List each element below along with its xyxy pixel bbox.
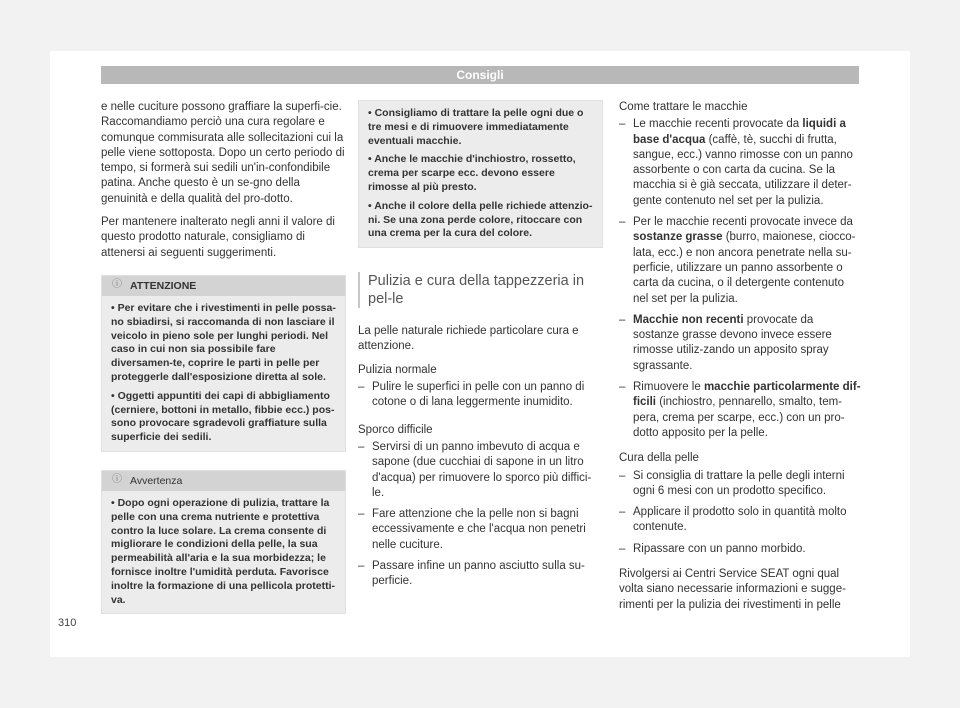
page-number: 310: [58, 617, 77, 629]
tip-item: • Anche le macchie d'inchiostro, rossetto, crema per scarpe ecc. devono essere rimosse al più presto.: [368, 153, 576, 193]
warning-item: • Oggetti appuntiti dei capi di abbigliamento (cerniere, bottoni in metallo, fibbie ecc.) pos-sono provocare sgradevoli graffiature sulla superficie dei sedili.: [111, 389, 335, 444]
tip-item: • Anche il colore della pelle richiede attenzio-ni. Se una zona perde colore, ritoccare con una crema per la cura del colore.: [368, 199, 593, 240]
note-header: [102, 471, 345, 491]
warning-icon: ⓘ: [112, 278, 122, 290]
tip-item: • Consigliamo di trattare la pelle ogni due o tre mesi e di rimuovere immediatamente eventuali macchie.: [368, 107, 584, 147]
column-1: [101, 100, 346, 614]
list-item: – Fare attenzione che la pelle non si bagni eccessivamente e che l'acqua non penetri nelle cuciture.: [358, 508, 586, 551]
list-item: – Pulire le superfici in pelle con un panno di cotone o di lana leggermente inumidito.: [358, 381, 585, 409]
note-title: Avvertenza: [130, 474, 183, 487]
list-item: – Le macchie recenti provocate da liquidi a base d'acqua (caffè, tè, succhi di frutta, sangue, ecc.) vanno rimosse con un panno assorbente o con carta da cucina. Se la macchia si è già seccata, utilizzare il deter-gente contenuto nel set per la pulizia.: [619, 118, 853, 207]
subheading-care: Cura della pelle: [619, 452, 699, 465]
closing-paragraph: Rivolgersi ai Centri Service SEAT ogni qual volta siano necessarie informazioni e sugge-rimenti per la pulizia dei rivestimenti in pelle: [619, 568, 846, 611]
intro-paragraph: La pelle naturale richiede particolare cura e attenzione.: [358, 325, 579, 353]
list-item: – Si consiglia di trattare la pelle degli interni ogni 6 mesi con un prodotto specifico.: [619, 469, 845, 497]
list-item: – Per le macchie recenti provocate invece da sostanze grasse (burro, maionese, ciocco-lata, ecc.) e non ancora penetrate nella su-perficie, utilizzare un panno assorbente o carta da cucina, o il detergente contenuto nel set per la pulizia.: [619, 216, 856, 305]
warning-title: ATTENZIONE: [130, 279, 197, 292]
note-box: [101, 470, 346, 614]
subheading-stains: Come trattare le macchie: [619, 101, 748, 113]
list-item: – Macchie non recenti provocate da sostanze grasse devono invece essere rimosse utiliz-zando un apposito spray sgrassante.: [619, 313, 832, 372]
note-item: • Dopo ogni operazione di pulizia, trattare la pelle con una crema nutriente e protettiva contro la luce solare. La crema consente di migliorare le condizioni della pelle, la sua permeabilità all'aria e la sua morbidezza; le fornisce inoltre l'umidità perduta. Favorisce inoltre la formazione di una pellicola protetti-va.: [111, 496, 336, 606]
list-item: – Passare infine un panno asciutto sulla su-perficie.: [358, 560, 585, 588]
paragraph: e nelle cuciture possono graffiare la superfi-cie. Raccomandiamo perciò una cura regolare e comunque commisurata alle sollecitazioni cui la pelle viene sottoposta. Dopo un certo periodo di tempo, si formerà sui sedili un'in-confondibile patina. Anche questo è un se-gno della genuinità e della qualità del pro-dotto.: [101, 101, 345, 205]
column-2: [358, 100, 603, 596]
subheading-hard: Sporco difficile: [358, 423, 433, 436]
page-header: Consigli: [101, 66, 859, 84]
note-icon: ⓘ: [112, 473, 122, 485]
list-item: – Ripassare con un panno morbido.: [619, 542, 806, 555]
tips-box: [358, 100, 603, 248]
list-item: – Rimuovere le macchie particolarmente dif-ficili (inchiostro, pennarello, smalto, tem-pera, crema per scarpe, ecc.) con un pro-dotto apposito per la pelle.: [619, 381, 861, 439]
warning-header: [102, 276, 345, 296]
list-item: – Servirsi di un panno imbevuto di acqua e sapone (due cucchiai di sapone in un litro d'acqua) per rimuovere lo sporco più diffici-le.: [358, 440, 592, 499]
section-title: Pulizia e cura della tappezzeria in pel-le: [358, 272, 603, 308]
warning-box: [101, 275, 346, 452]
subheading-normal: Pulizia normale: [358, 363, 437, 376]
list-item: – Applicare il prodotto solo in quantità molto contenute.: [619, 506, 847, 534]
column-3: [619, 100, 861, 621]
warning-item: • Per evitare che i rivestimenti in pelle possa-no sbiadirsi, si raccomanda di non lasciare il veicolo in pieno sole per lunghi periodi. Nel caso in cui non sia possibile fare diversamen-te, coprire le parti in pelle per proteggerle dall'esposizione diretta al sole.: [111, 301, 336, 383]
paragraph: Per mantenere inalterato negli anni il valore di questo prodotto naturale, consigliamo di attenersi ai seguenti suggerimenti.: [101, 216, 335, 259]
